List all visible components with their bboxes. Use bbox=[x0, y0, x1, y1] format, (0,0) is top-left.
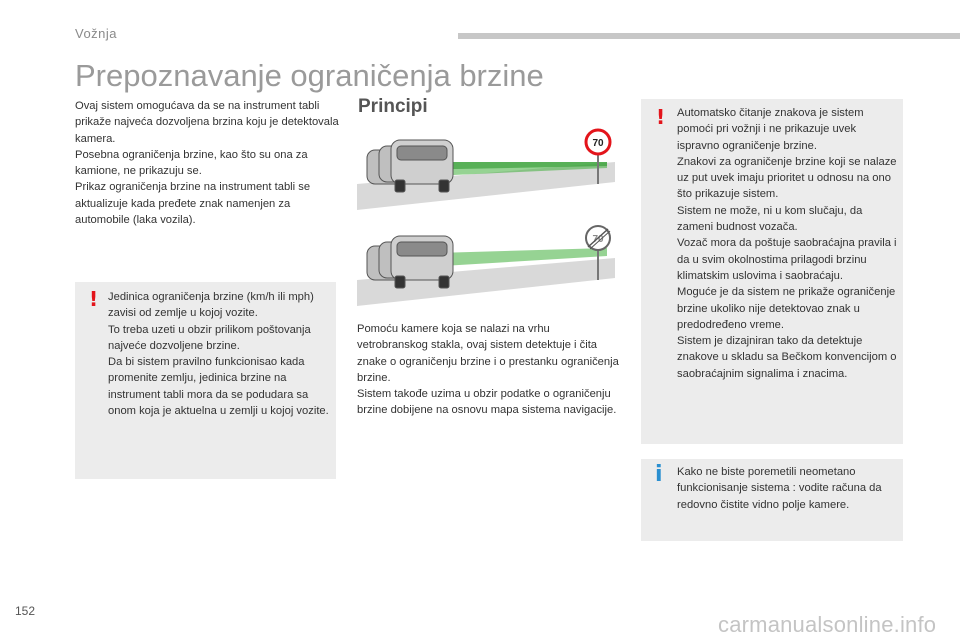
principle-paragraph: Pomoću kamere koja se nalazi na vrhu vetrobranskog stakla, ovaj sistem detektuje i čita znake o ograničenju brzine i o prestanku ograničenja brzine. bbox=[357, 323, 619, 384]
info-icon: i bbox=[655, 462, 663, 487]
warning-paragraph: Moguće je da sistem ne prikaže ograničenje brzine ukoliko nije detektovao znak u predodređeno vreme. bbox=[677, 286, 896, 331]
sign-value: 70 bbox=[592, 234, 604, 245]
principle-text bbox=[357, 321, 619, 419]
intro-text bbox=[75, 98, 340, 228]
car-end-limit-illustration bbox=[357, 218, 615, 306]
section-label: Vožnja bbox=[75, 26, 118, 41]
page-number: 152 bbox=[15, 604, 36, 618]
warning-box-system bbox=[641, 99, 903, 444]
section-heading-principi: Principi bbox=[358, 96, 428, 117]
page-title: Prepoznavanje ograničenja brzine bbox=[75, 58, 544, 93]
exclamation-icon: ! bbox=[656, 105, 666, 129]
warning-paragraph: Da bi sistem pravilno funkcionisao kada promenite zemlju, jedinica brzine na instrument tabli mora da se podudara sa onom koja je aktuelna u zemlji u kojoj vozite. bbox=[108, 356, 329, 418]
car-camera-illustration bbox=[357, 122, 615, 210]
exclamation-icon: ! bbox=[89, 287, 99, 311]
principle-paragraph: Sistem takođe uzima u obzir podatke o ograničenju brzine dobijene na osnovu mapa sistema navigacije. bbox=[357, 388, 617, 417]
header-bar bbox=[458, 33, 960, 39]
warning-paragraph: Sistem je dizajniran tako da detektuje znakove u skladu sa Bečkom konvencijom o saobraćajnim signalima i znacima. bbox=[677, 335, 897, 380]
intro-paragraph: Ovaj sistem omogućava da se na instrument tabli prikaže najveća dozvoljena brzina koju je detektovala kamera. bbox=[75, 100, 339, 145]
intro-paragraph: Posebna ograničenja brzine, kao što su ona za kamione, ne prikazuju se. bbox=[75, 148, 308, 178]
warning-paragraph: To treba uzeti u obzir prilikom poštovanja najveće dozvoljene brzine. bbox=[108, 323, 311, 352]
warning-paragraph: Znakovi za ograničenje brzine koji se nalaze uz put uvek imaju prioritet u odnosu na ono što prikazuje sistem. bbox=[677, 155, 897, 201]
info-text: Kako ne biste poremetili neometano funkcionisanje sistema : vodite računa da redovno čistite vidno polje kamere. bbox=[677, 466, 882, 511]
warning-text bbox=[108, 289, 330, 419]
info-box bbox=[641, 459, 903, 541]
warning-box-units bbox=[75, 282, 336, 479]
warning-paragraph: Vozač mora da poštuje saobraćajna pravila i da u svim okolnostima prilagodi brzinu klimatskim uslovima i saobraćaju. bbox=[677, 237, 897, 282]
warning-paragraph: Jedinica ograničenja brzine (km/h ili mph) zavisi od zemlje u kojoj vozite. bbox=[108, 291, 314, 320]
watermark: carmanualsonline.info bbox=[718, 612, 937, 637]
warning-text bbox=[677, 105, 897, 382]
warning-paragraph: Automatsko čitanje znakova je sistem pomoći pri vožnji i ne prikazuje uvek ispravno ograničenje brzine. bbox=[677, 107, 864, 152]
warning-paragraph: Sistem ne može, ni u kom slučaju, da zameni budnost vozača. bbox=[677, 204, 863, 234]
intro-paragraph: Prikaz ograničenja brzine na instrument tabli se aktualizuje kada pređete znak namenjen za automobile (laka vozila). bbox=[75, 181, 311, 227]
sign-value: 70 bbox=[592, 138, 604, 149]
